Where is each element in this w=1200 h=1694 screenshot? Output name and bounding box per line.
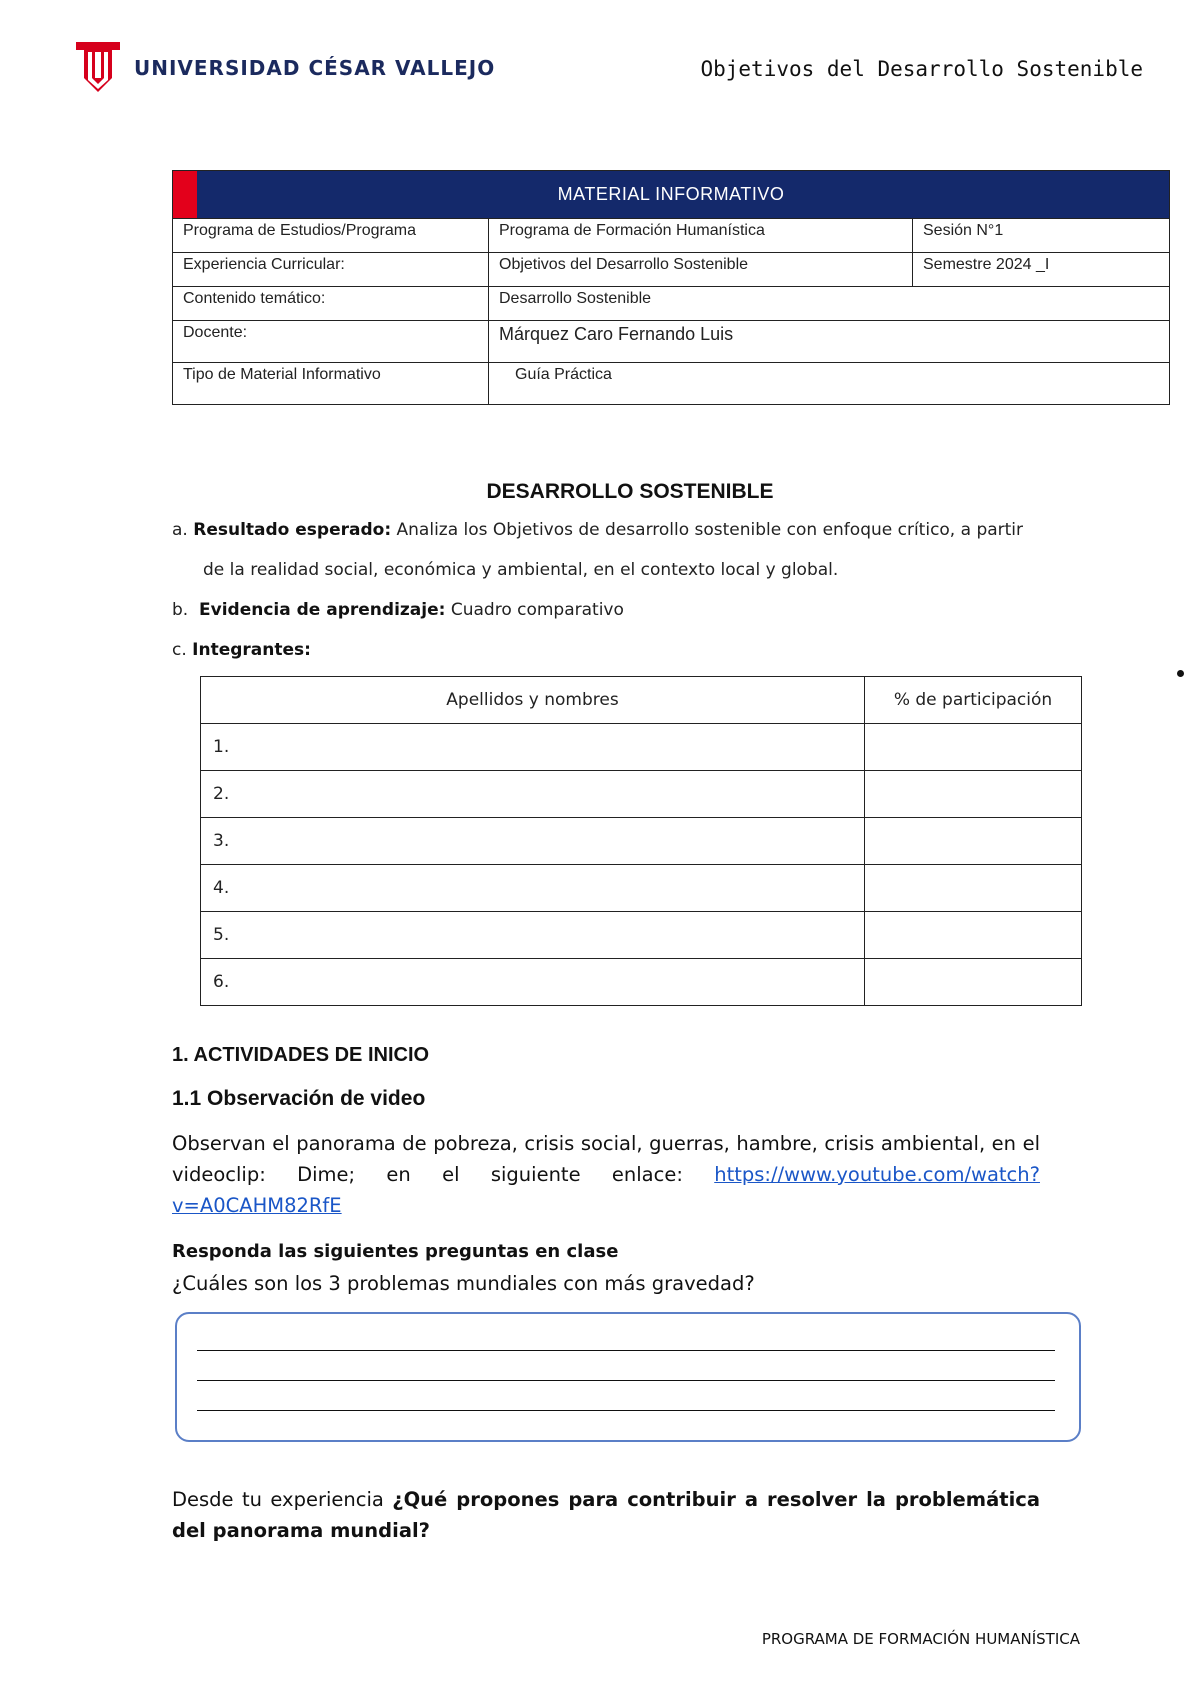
video-paragraph xyxy=(172,1128,1040,1221)
university-logo xyxy=(74,38,122,94)
table-row xyxy=(201,959,1082,1006)
info-row xyxy=(173,321,1170,363)
info-cell: Objetivos del Desarrollo Sostenible xyxy=(489,253,913,287)
paragraph-text: Observan el panorama de pobreza, crisis social, guerras, hambre, crisis ambiental, en el videoclip: Dime; en el siguiente enlace: xyxy=(172,1132,1040,1186)
answer-line xyxy=(197,1410,1055,1411)
section-heading: 1. ACTIVIDADES DE INICIO xyxy=(172,1044,430,1066)
column-header: % de participación xyxy=(865,677,1082,724)
info-cell: Sesión N°1 xyxy=(913,219,1170,253)
questions-heading: Responda las siguientes preguntas en clase xyxy=(172,1241,619,1262)
table-row xyxy=(201,912,1082,959)
item-letter: b. xyxy=(172,600,189,620)
item-text: Analiza los Objetivos de desarrollo sostenible con enfoque crítico, a partir xyxy=(396,520,1024,540)
university-name: UNIVERSIDAD CÉSAR VALLEJO xyxy=(134,56,496,80)
info-cell: Desarrollo Sostenible xyxy=(489,287,1170,321)
info-banner xyxy=(173,171,1170,219)
info-cell: Docente: xyxy=(173,321,489,363)
info-table xyxy=(172,170,1170,405)
table-row xyxy=(201,771,1082,818)
member-cell[interactable]: 3. xyxy=(201,818,865,865)
info-banner-text: MATERIAL INFORMATIVO xyxy=(557,184,785,204)
participation-cell[interactable] xyxy=(865,771,1082,818)
item-a-continuation: de la realidad social, económica y ambiental, en el contexto local y global. xyxy=(203,560,839,580)
participation-cell[interactable] xyxy=(865,865,1082,912)
item-label: Evidencia de aprendizaje: xyxy=(199,600,446,620)
question-lead: Desde tu experiencia xyxy=(172,1488,384,1511)
item-letter: c. xyxy=(172,640,187,660)
item-letter: a. xyxy=(172,520,188,540)
document-title: DESARROLLO SOSTENIBLE xyxy=(486,480,774,503)
info-cell: Programa de Formación Humanística xyxy=(489,219,913,253)
column-header: Apellidos y nombres xyxy=(201,677,865,724)
question-bold: ¿Qué propones para contribuir a resolver la problemática del panorama mundial? xyxy=(172,1488,1040,1542)
member-cell[interactable]: 1. xyxy=(201,724,865,771)
member-cell[interactable]: 2. xyxy=(201,771,865,818)
info-row xyxy=(173,287,1170,321)
table-row xyxy=(201,865,1082,912)
info-banner-row xyxy=(173,171,1170,219)
info-row xyxy=(173,363,1170,405)
members-table xyxy=(200,676,1082,1006)
info-cell: Programa de Estudios/Programa xyxy=(173,219,489,253)
member-cell[interactable]: 4. xyxy=(201,865,865,912)
bullet-mark xyxy=(1177,670,1184,677)
members-header-row xyxy=(201,677,1082,724)
member-cell[interactable]: 5. xyxy=(201,912,865,959)
page-header xyxy=(0,0,1200,110)
question-2 xyxy=(172,1484,1040,1546)
table-row xyxy=(201,724,1082,771)
item-a xyxy=(172,520,1023,540)
info-cell: Tipo de Material Informativo xyxy=(173,363,489,405)
item-c xyxy=(172,640,311,660)
video-link[interactable]: https://www.youtube.com/watch?v=A0CAHM82RfE xyxy=(172,1163,1040,1217)
answer-line xyxy=(197,1380,1055,1381)
item-text: Cuadro comparativo xyxy=(450,600,624,620)
info-cell: Semestre 2024 _I xyxy=(913,253,1170,287)
info-row xyxy=(173,219,1170,253)
answer-box[interactable] xyxy=(175,1312,1081,1442)
participation-cell[interactable] xyxy=(865,724,1082,771)
answer-line xyxy=(197,1350,1055,1351)
participation-cell[interactable] xyxy=(865,818,1082,865)
subsection-heading: 1.1 Observación de video xyxy=(172,1087,426,1110)
participation-cell[interactable] xyxy=(865,912,1082,959)
info-cell: Márquez Caro Fernando Luis xyxy=(489,321,1170,363)
course-title-header: Objetivos del Desarrollo Sostenible xyxy=(700,57,1143,81)
info-cell: Experiencia Curricular: xyxy=(173,253,489,287)
info-row xyxy=(173,253,1170,287)
info-cell: Contenido temático: xyxy=(173,287,489,321)
table-row xyxy=(201,818,1082,865)
member-cell[interactable]: 6. xyxy=(201,959,865,1006)
page-footer: PROGRAMA DE FORMACIÓN HUMANÍSTICA xyxy=(761,1630,1080,1648)
info-cell: Guía Práctica xyxy=(489,363,1170,405)
item-label: Resultado esperado: xyxy=(193,520,392,540)
item-label: Integrantes: xyxy=(192,640,311,660)
participation-cell[interactable] xyxy=(865,959,1082,1006)
red-accent-mark xyxy=(173,171,197,218)
question-1: ¿Cuáles son los 3 problemas mundiales con más gravedad? xyxy=(172,1272,755,1295)
item-b xyxy=(172,600,624,620)
